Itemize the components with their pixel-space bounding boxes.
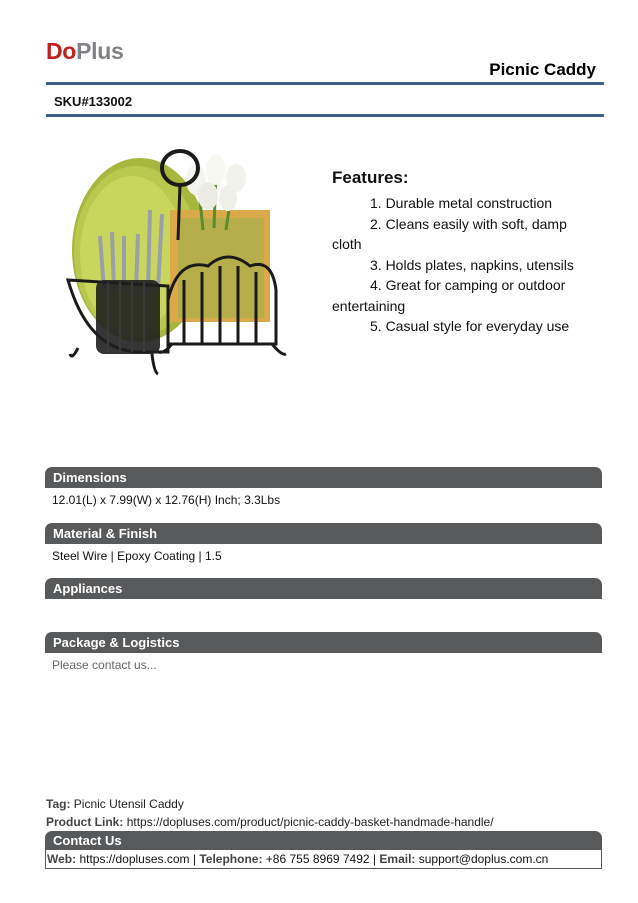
dimensions-value: 12.01(L) x 7.99(W) x 12.76(H) Inch; 3.3Lbs <box>52 493 281 507</box>
product-link-line <box>46 815 494 829</box>
contact-box <box>45 849 602 869</box>
features-block <box>332 168 594 337</box>
logo-plus: Plus <box>76 38 124 64</box>
package-value: Please contact us... <box>52 658 157 672</box>
product-link-label: Product Link: <box>46 815 124 829</box>
logo-do: Do <box>46 38 77 64</box>
product-image <box>58 140 296 380</box>
phone-label: Telephone: <box>199 852 263 866</box>
feature-item: 1. Durable metal construction <box>370 195 553 211</box>
separator: | <box>372 852 377 866</box>
tag-value: Picnic Utensil Caddy <box>73 797 184 811</box>
page-title: Picnic Caddy <box>489 60 596 79</box>
product-link-url[interactable]: https://dopluses.com/product/picnic-caddy-basket-handmade-handle/ <box>126 815 494 829</box>
contact-header: Contact Us <box>45 831 602 850</box>
email-link[interactable]: support@doplus.com.cn <box>418 852 549 866</box>
material-header: Material & Finish <box>45 523 602 544</box>
sku-rule <box>46 114 604 117</box>
dimensions-header: Dimensions <box>45 467 602 488</box>
tag-line <box>46 797 184 811</box>
web-label: Web: <box>47 852 77 866</box>
material-value: Steel Wire | Epoxy Coating | 1.5 <box>52 549 222 563</box>
tag-label: Tag: <box>46 797 71 811</box>
brand-logo <box>46 38 123 65</box>
header-rule <box>46 82 604 85</box>
features-heading: Features: <box>332 168 409 187</box>
separator: | <box>192 852 196 866</box>
web-link[interactable]: https://dopluses.com <box>79 852 190 866</box>
feature-item: 4. Great for camping or outdoor entertaining <box>332 277 566 314</box>
email-label: Email: <box>379 852 416 866</box>
sku-label: SKU#133002 <box>54 94 133 109</box>
appliances-header: Appliances <box>45 578 602 599</box>
feature-item: 5. Casual style for everyday use <box>370 318 570 334</box>
package-header: Package & Logistics <box>45 632 602 653</box>
feature-item: 2. Cleans easily with soft, damp cloth <box>332 215 567 252</box>
phone-number[interactable]: +86 755 8969 7492 <box>265 852 370 866</box>
feature-item: 3. Holds plates, napkins, utensils <box>370 256 574 273</box>
